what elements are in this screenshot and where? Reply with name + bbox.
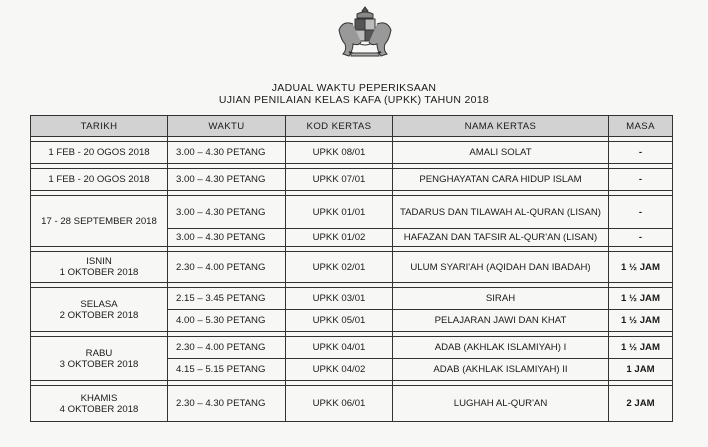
table-row — [31, 252, 673, 283]
kod-cell: UPKK 02/01 — [286, 252, 393, 283]
nama-cell: ULUM SYARI'AH (AQIDAH DAN IBADAH) — [393, 252, 609, 283]
masa-cell: 1 ½ JAM — [609, 310, 673, 332]
column-header-nama-kertas: NAMA KERTAS — [393, 116, 609, 137]
tarikh-date: 1 OKTOBER 2018 — [59, 267, 139, 278]
nama-cell: ADAB (AKHLAK ISLAMIYAH) II — [393, 359, 609, 381]
tarikh-cell — [31, 337, 168, 381]
tarikh-date: 3 OKTOBER 2018 — [59, 358, 139, 370]
kod-cell: UPKK 04/01 — [286, 337, 393, 359]
table-header-row — [31, 116, 673, 137]
waktu-cell: 2.30 – 4.30 PETANG — [168, 386, 286, 422]
waktu-cell: 2.30 – 4.00 PETANG — [168, 252, 286, 283]
column-header-tarikh: TARIKH — [31, 116, 168, 137]
masa-cell: 1 JAM — [609, 359, 673, 381]
tarikh-cell: 17 - 28 SEPTEMBER 2018 — [31, 196, 168, 247]
table-row — [31, 337, 673, 359]
kod-cell: UPKK 01/02 — [286, 229, 393, 247]
kod-cell: UPKK 08/01 — [286, 142, 393, 164]
tarikh-cell: 1 FEB - 20 OGOS 2018 — [31, 169, 168, 191]
nama-cell: HAFAZAN DAN TAFSIR AL-QUR'AN (LISAN) — [393, 229, 609, 247]
kod-cell: UPKK 03/01 — [286, 288, 393, 310]
waktu-cell: 2.15 – 3.45 PETANG — [168, 288, 286, 310]
waktu-cell: 3.00 – 4.30 PETANG — [168, 229, 286, 247]
waktu-cell: 4.15 – 5.15 PETANG — [168, 359, 286, 381]
nama-cell: ADAB (AKHLAK ISLAMIYAH) I — [393, 337, 609, 359]
nama-cell: PELAJARAN JAWI DAN KHAT — [393, 310, 609, 332]
masa-cell: 1 ½ JAM — [609, 337, 673, 359]
document-title: JADUAL WAKTU PEPERIKSAAN — [271, 82, 437, 94]
nama-cell: TADARUS DAN TILAWAH AL-QURAN (LISAN) — [393, 196, 609, 229]
waktu-cell: 3.00 – 4.30 PETANG — [168, 196, 286, 229]
masa-cell: 1 ½ JAM — [609, 252, 673, 283]
tarikh-day: KHAMIS — [80, 392, 118, 404]
masa-cell: 2 JAM — [609, 386, 673, 422]
nama-cell: SIRAH — [393, 288, 609, 310]
waktu-cell: 2.30 – 4.00 PETANG — [168, 337, 286, 359]
waktu-cell: 4.00 – 5.30 PETANG — [168, 310, 286, 332]
tarikh-date: 4 OKTOBER 2018 — [59, 403, 139, 415]
masa-cell: - — [609, 169, 673, 191]
table-row — [31, 169, 673, 191]
kod-cell: UPKK 01/01 — [286, 196, 393, 229]
tarikh-cell — [31, 288, 168, 332]
document-subtitle: UJIAN PENILAIAN KELAS KAFA (UPKK) TAHUN 2018 — [218, 94, 490, 106]
masa-cell: - — [609, 142, 673, 164]
nama-cell: AMALI SOLAT — [393, 142, 609, 164]
exam-schedule-table — [30, 115, 673, 422]
waktu-cell: 3.00 – 4.30 PETANG — [168, 169, 286, 191]
tarikh-cell: 1 FEB - 20 OGOS 2018 — [31, 142, 168, 164]
nama-cell: LUGHAH AL-QUR'AN — [393, 386, 609, 422]
malaysia-coat-of-arms-logo — [333, 4, 397, 62]
tarikh-day: RABU — [85, 347, 113, 359]
kod-cell: UPKK 04/02 — [286, 359, 393, 381]
column-header-kod-kertas: KOD KERTAS — [286, 116, 393, 137]
masa-cell: 1 ½ JAM — [609, 288, 673, 310]
tarikh-day: ISNIN — [86, 256, 112, 267]
kod-cell: UPKK 05/01 — [286, 310, 393, 332]
tarikh-cell — [31, 386, 168, 422]
column-header-waktu: WAKTU — [168, 116, 286, 137]
masa-cell: - — [609, 196, 673, 229]
waktu-cell: 3.00 – 4.30 PETANG — [168, 142, 286, 164]
table-row — [31, 196, 673, 229]
table-row — [31, 142, 673, 164]
nama-cell: PENGHAYATAN CARA HIDUP ISLAM — [393, 169, 609, 191]
table-row — [31, 386, 673, 422]
tarikh-day: SELASA — [80, 298, 118, 310]
kod-cell: UPKK 06/01 — [286, 386, 393, 422]
masa-cell: - — [609, 229, 673, 247]
tarikh-date: 2 OKTOBER 2018 — [59, 309, 139, 321]
column-header-masa: MASA — [609, 116, 673, 137]
tarikh-cell — [31, 252, 168, 283]
table-row — [31, 288, 673, 310]
kod-cell: UPKK 07/01 — [286, 169, 393, 191]
